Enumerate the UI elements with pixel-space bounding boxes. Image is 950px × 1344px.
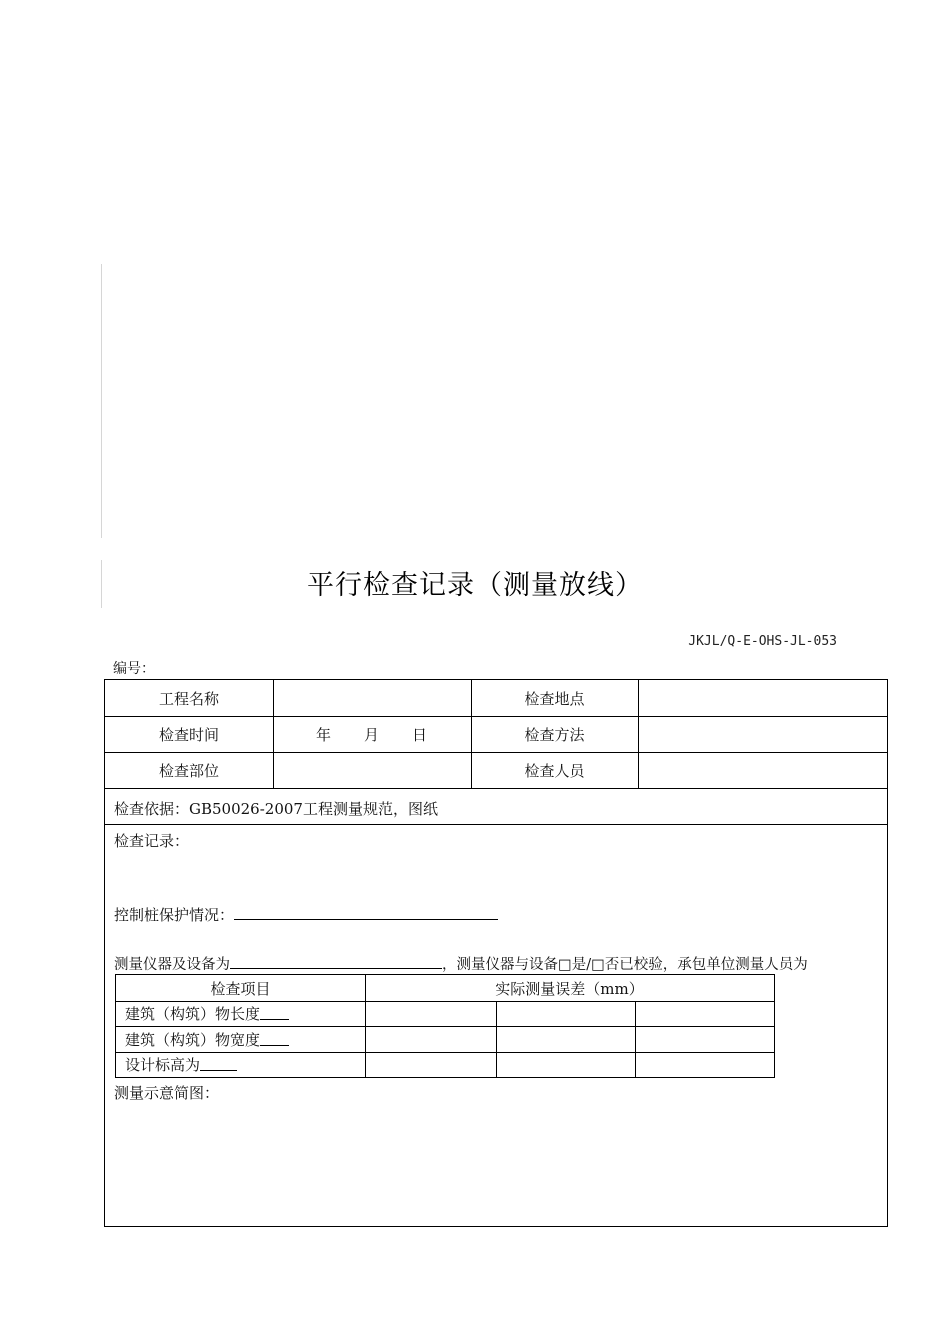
measurement-table — [115, 974, 775, 1078]
instrument-suffix: ，测量仪器与设备□是/□否已校验，承包单位测量人员为 — [442, 957, 808, 973]
inspector-field[interactable] — [638, 752, 888, 788]
inspection-part-label: 检查部位 — [158, 761, 219, 780]
inspection-method-field[interactable] — [638, 716, 888, 752]
page-margin-line — [101, 264, 102, 538]
table-row — [125, 1052, 363, 1077]
inspection-part-field[interactable] — [273, 752, 471, 788]
instrument-prefix: 测量仪器及设备为 — [114, 957, 230, 973]
length-blank[interactable] — [260, 1007, 289, 1020]
inspection-record-label: 检查记录： — [114, 832, 190, 850]
control-pile-label: 控制桩保护情况： — [114, 906, 235, 924]
table-row — [125, 1001, 363, 1026]
sketch-label: 测量示意简图： — [114, 1084, 220, 1102]
project-name-field[interactable] — [273, 680, 471, 716]
inspection-date-field[interactable]: 年 月 日 — [315, 725, 428, 744]
row-divider — [105, 824, 887, 825]
col-header-item: 检查项目 — [210, 979, 271, 998]
inspector-label: 检查人员 — [524, 761, 585, 780]
row-item-length: 建筑（构筑）物长度 — [125, 1005, 261, 1023]
inspection-location-field[interactable] — [638, 680, 888, 716]
table-col-divider — [635, 1001, 636, 1077]
project-name-label: 工程名称 — [158, 689, 219, 708]
serial-number-label: 编号： — [113, 661, 155, 677]
col-header-error: 实际测量误差（mm） — [495, 979, 644, 998]
width-blank[interactable] — [260, 1033, 289, 1046]
table-col-divider — [496, 1001, 497, 1077]
elevation-blank[interactable] — [200, 1058, 237, 1071]
inspection-location-label: 检查地点 — [524, 689, 585, 708]
document-title: 平行检查记录（测量放线） — [307, 570, 643, 601]
table-row — [125, 1026, 363, 1052]
instrument-blank[interactable] — [230, 954, 442, 969]
instrument-row — [114, 953, 808, 974]
inspection-method-label: 检查方法 — [524, 725, 585, 744]
inspection-time-label: 检查时间 — [158, 725, 219, 744]
inspection-basis: 检查依据：GB50026-2007工程测量规范，图纸 — [114, 800, 438, 818]
row-item-elevation: 设计标高为 — [125, 1056, 201, 1074]
inspection-record-form — [104, 679, 888, 1227]
control-pile-row — [114, 904, 498, 925]
control-pile-blank[interactable] — [234, 905, 498, 920]
row-item-width: 建筑（构筑）物宽度 — [125, 1030, 261, 1049]
row-divider — [105, 788, 887, 789]
document-code: JKJL/Q-E-OHS-JL-053 — [688, 634, 837, 649]
